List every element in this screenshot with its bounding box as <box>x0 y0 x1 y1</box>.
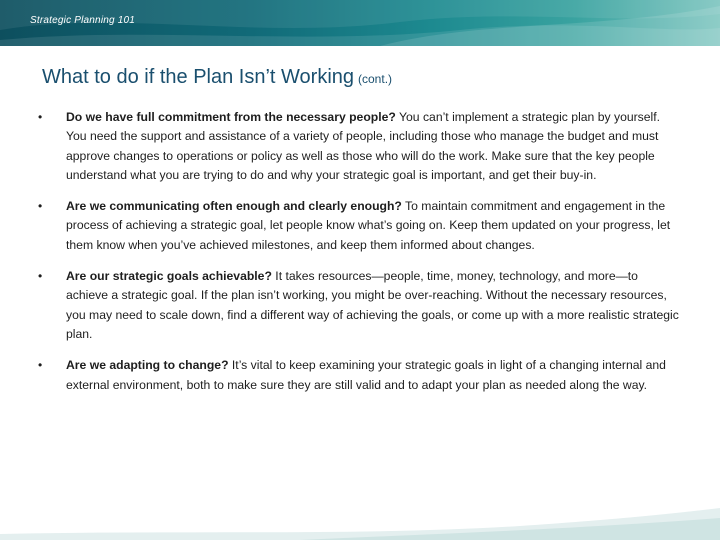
bullet-text: You can’t implement a strategic plan by yourself. You need the support and assistance of a variety of people, including those who manage the budget and must approve changes to operations or policy as well as those who will do the work. Make sure that the key people understand what you are trying to do and why your strategic goal is important, and get their buy-in. <box>66 110 661 182</box>
header-banner <box>0 0 720 46</box>
bullet-question: Do we have full commitment from the necessary people? <box>66 110 396 124</box>
bullet-list <box>38 108 683 407</box>
bullet-dot: • <box>38 199 43 214</box>
bullet-item <box>38 356 683 395</box>
bullet-question: Are we communicating often enough and clearly enough? <box>66 199 402 214</box>
footer-wave-decoration <box>0 500 720 540</box>
bullet-question: Are we adapting to change? <box>66 358 229 373</box>
slide-title-suffix: (cont.) <box>358 72 393 86</box>
bullet-item <box>38 267 683 344</box>
bullet-dot: • <box>38 110 43 124</box>
slide-title <box>42 66 392 89</box>
bullet-text: It’s vital to keep examining your strategic goals in light of a changing internal and external environment, both to make sure they are still valid and to adapt your plan as needed along the way. <box>66 358 666 392</box>
deck-title: Strategic Planning 101 <box>30 15 136 26</box>
bullet-dot: • <box>38 269 43 284</box>
bullet-dot: • <box>38 358 43 373</box>
bullet-text: To maintain commitment and engagement in the process of achieving a strategic goal, let people know what’s going on. Keep them updated on your progress, let them know when you’ve achieved milestones, and keep them informed about changes. <box>66 199 671 252</box>
bullet-question: Are our strategic goals achievable? <box>66 269 272 284</box>
bullet-item <box>38 108 683 185</box>
slide-title-text: What to do if the Plan Isn’t Working <box>42 66 355 88</box>
bullet-text: It takes resources—people, time, money, technology, and more—to achieve a strategic goal. If the plan isn’t working, you might be over-reaching. Without the necessary resources, you may need to scale down, find a different way of achieving the goals, or come up with a more realistic strategic plan. <box>66 269 679 341</box>
bullet-item <box>38 197 683 255</box>
